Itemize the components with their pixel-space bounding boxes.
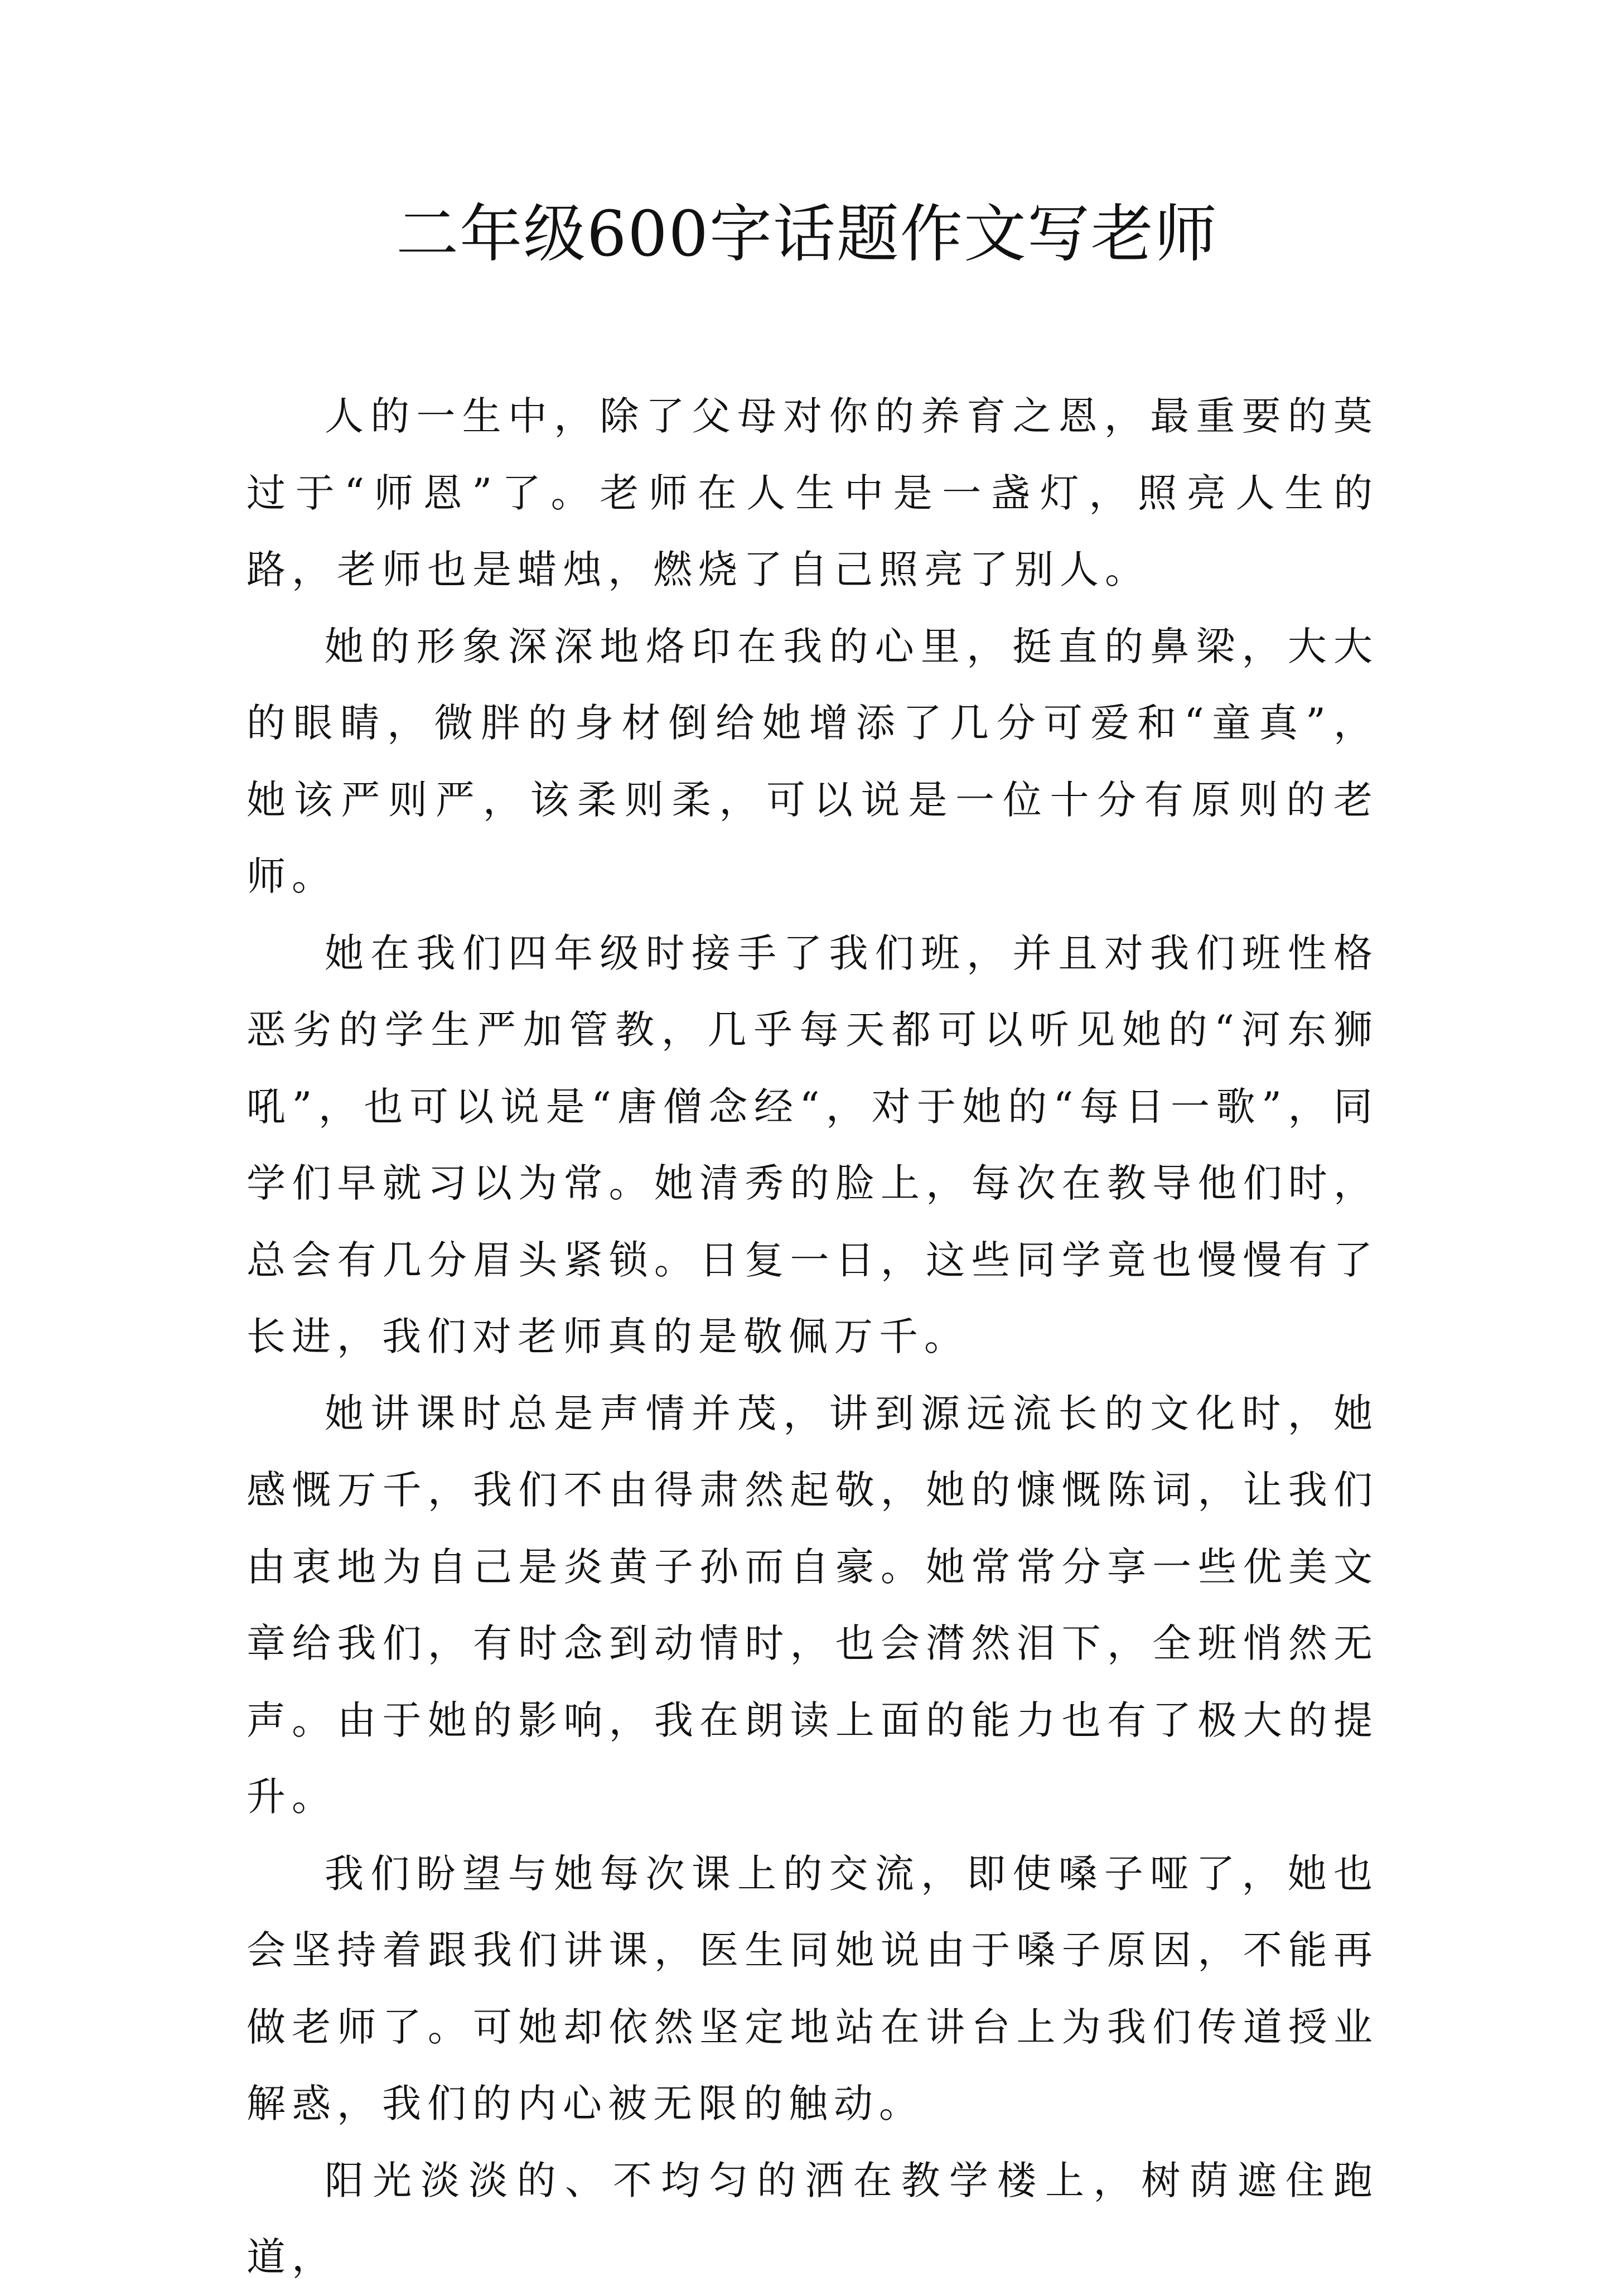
paragraph: 我们盼望与她每次课上的交流，即使嗓子哑了，她也会坚持着跟我们讲课，医生同她说由于嗓子原因，不能再做老师了。可她却依然坚定地站在讲台上为我们传道授业解惑，我们的内心被无限的触动。	[247, 1850, 1379, 2126]
document-body	[247, 378, 1379, 2296]
paragraph: 她在我们四年级时接手了我们班，并且对我们班性格恶劣的学生严加管教，几乎每天都可以听见她的“河东狮吼”，也可以说是“唐僧念经“，对于她的“每日一歌”，同学们早就习以为常。她清秀的脸上，每次在教导他们时，总会有几分眉头紧锁。日复一日，这些同学竟也慢慢有了长进，我们对老师真的是敬佩万千。	[247, 930, 1379, 1359]
paragraph: 阳光淡淡的、不均匀的洒在教学楼上，树荫遮住跑道，	[247, 2157, 1379, 2280]
paragraph: 她讲课时总是声情并茂，讲到源远流长的文化时，她感慨万千，我们不由得肃然起敬，她的慷慨陈词，让我们由衷地为自己是炎黄子孙而自豪。她常常分享一些优美文章给我们，有时念到动情时，也会潸然泪下，全班悄然无声。由于她的影响，我在朗读上面的能力也有了极大的提升。	[247, 1390, 1379, 1820]
paragraph: 人的一生中，除了父母对你的养育之恩，最重要的莫过于“师恩”了。老师在人生中是一盏灯，照亮人生的路，老师也是蜡烛，燃烧了自己照亮了别人。	[247, 393, 1379, 592]
paragraph: 她的形象深深地烙印在我的心里，挺直的鼻梁，大大的眼睛，微胖的身材倒给她增添了几分可爱和“童真”，她该严则严，该柔则柔，可以说是一位十分有原则的老师。	[247, 623, 1379, 899]
document-title: 二年级600字话题作文写老师	[396, 198, 1218, 271]
